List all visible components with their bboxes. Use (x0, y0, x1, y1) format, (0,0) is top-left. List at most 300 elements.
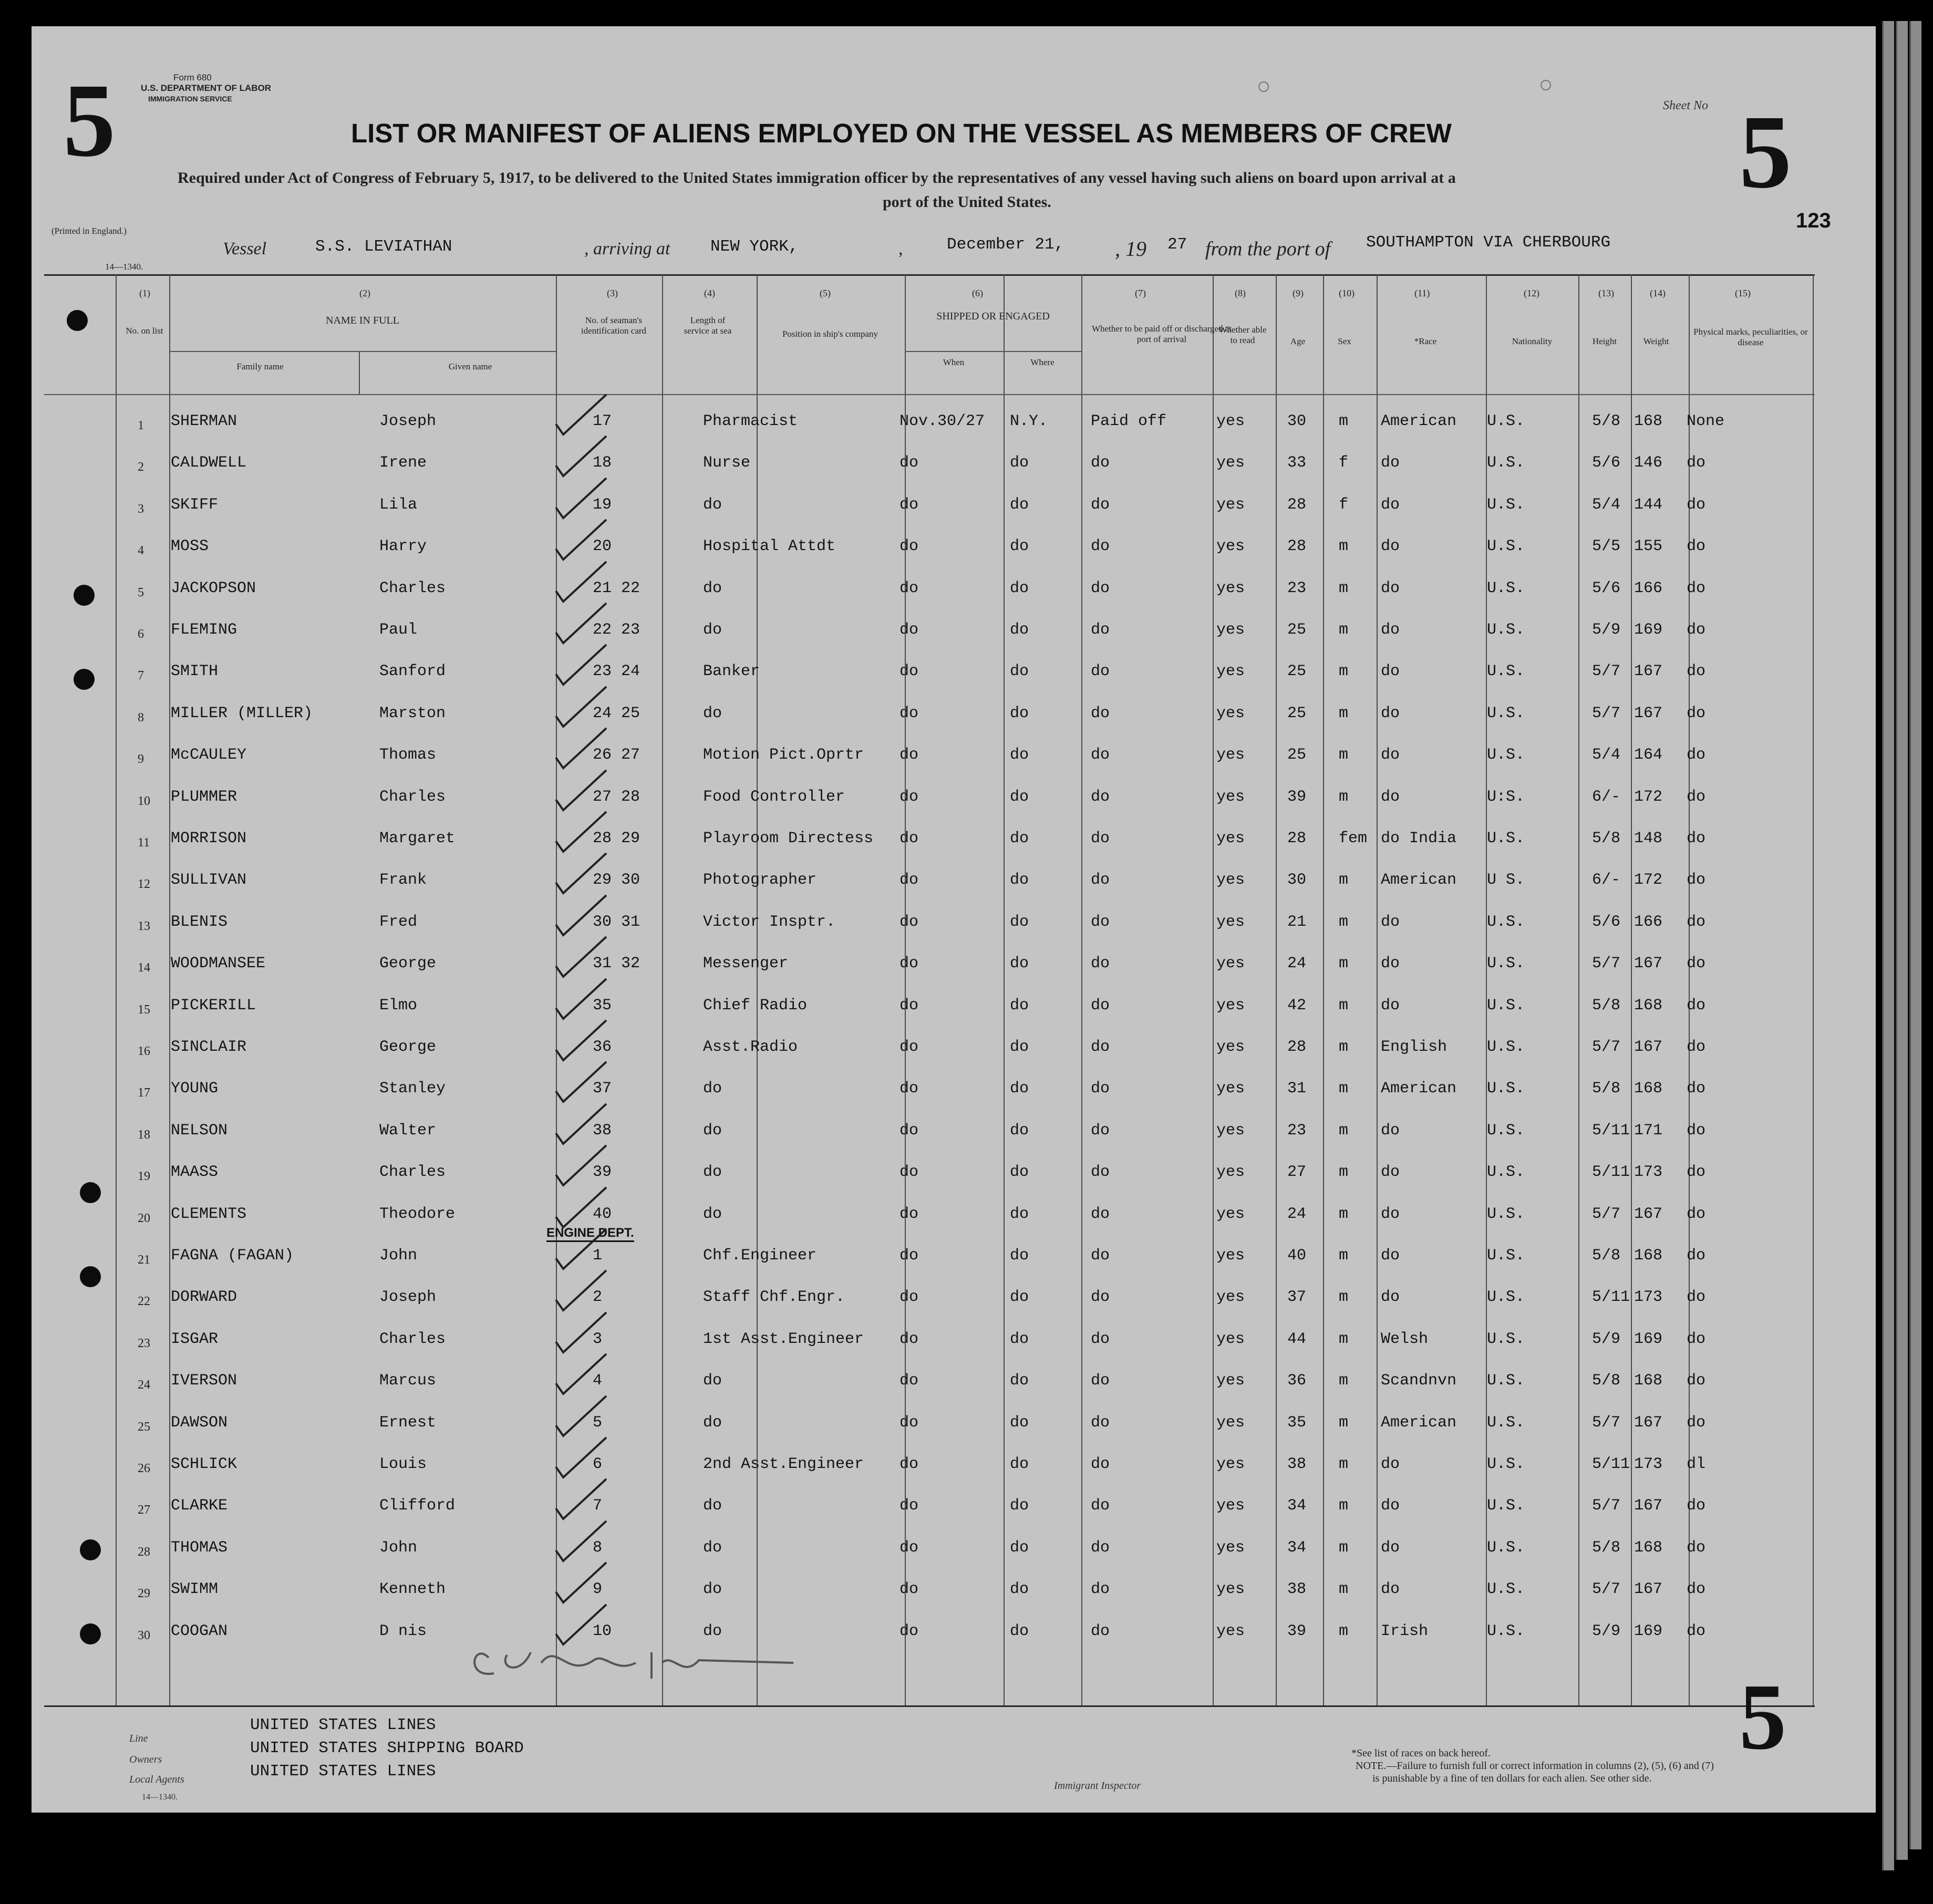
cell-marks: do (1687, 1497, 1706, 1515)
cell-nat: U S. (1487, 871, 1525, 889)
cell-paid: do (1091, 1288, 1110, 1307)
check-mark-icon (552, 767, 609, 814)
cell-race: do (1381, 454, 1400, 472)
cell-weight: 164 (1634, 746, 1663, 764)
cell-weight: 173 (1634, 1455, 1663, 1473)
col-num-2: (2) (359, 288, 370, 298)
cell-position: Chf.Engineer (703, 1247, 817, 1265)
cell-paid: do (1091, 1538, 1110, 1557)
cell-given: Charles (379, 1330, 446, 1348)
cell-nat: U.S. (1487, 1455, 1525, 1473)
cell-read: yes (1216, 1288, 1245, 1307)
cell-position: do (703, 1538, 722, 1557)
page-stack-edge (1882, 21, 1894, 1870)
cell-position: do (703, 704, 722, 722)
cell-height: 5/7 (1592, 1580, 1621, 1599)
header-able-read: Whether able to read (1218, 325, 1267, 346)
cell-family: ISGAR (171, 1330, 219, 1348)
cell-position: do (703, 1372, 722, 1390)
cell-race: do (1381, 1497, 1400, 1515)
cell-sex: m (1339, 704, 1349, 722)
cell-card: 20 (593, 537, 612, 556)
cell-read: yes (1216, 579, 1245, 597)
cell-when: do (900, 913, 919, 931)
cell-paid: do (1091, 1622, 1110, 1640)
cell-where: do (1010, 1205, 1029, 1223)
check-mark-icon (552, 684, 609, 731)
cell-where: do (1010, 1247, 1029, 1265)
cell-position: do (703, 579, 722, 597)
cell-height: 5/7 (1592, 1413, 1621, 1432)
cell-nat: U.S. (1487, 1538, 1525, 1557)
cell-age: 33 (1287, 454, 1307, 472)
cell-marks: do (1687, 1247, 1706, 1265)
cell-no: 1 (138, 419, 144, 432)
cell-when: do (900, 495, 919, 514)
cell-age: 25 (1287, 704, 1307, 722)
cell-sex: m (1339, 871, 1349, 889)
cell-weight: 172 (1634, 788, 1663, 806)
header-paid-off: Whether to be paid off or discharged at port of arrival (1091, 324, 1232, 345)
cell-family: SHERMAN (171, 412, 237, 430)
header-shipped: SHIPPED OR ENGAGED (936, 311, 1050, 322)
check-mark-icon (552, 1059, 609, 1106)
cell-where: do (1010, 1497, 1029, 1515)
cell-read: yes (1216, 1538, 1245, 1557)
cell-race: do (1381, 955, 1400, 973)
cell-sex: m (1339, 1330, 1349, 1348)
cell-weight: 144 (1634, 495, 1663, 514)
cell-race: Welsh (1381, 1330, 1429, 1348)
cell-sex: m (1339, 1038, 1349, 1056)
cell-height: 5/7 (1592, 663, 1621, 681)
shipped-subheader-rule (905, 351, 1081, 352)
cell-age: 39 (1287, 1622, 1307, 1640)
cell-sex: m (1339, 1121, 1349, 1140)
cell-nat: U.S. (1487, 1288, 1525, 1307)
cell-age: 30 (1287, 871, 1307, 889)
cell-weight: 173 (1634, 1288, 1663, 1307)
col-num-13: (13) (1598, 288, 1614, 298)
punch-hole (80, 1182, 101, 1203)
cell-given: Lila (379, 495, 418, 514)
cell-height: 5/8 (1592, 1372, 1621, 1390)
cell-age: 23 (1287, 579, 1307, 597)
cell-position: 1st Asst.Engineer (703, 1330, 864, 1348)
check-mark-icon (552, 1559, 609, 1607)
cell-race: do (1381, 1247, 1400, 1265)
cell-given: Louis (379, 1455, 427, 1473)
cell-card: 35 (593, 996, 612, 1015)
cell-given: Fred (379, 913, 418, 931)
cell-race: do (1381, 537, 1400, 556)
cell-nat: U.S. (1487, 1413, 1525, 1432)
cell-when: do (900, 704, 919, 722)
cell-height: 5/7 (1592, 955, 1621, 973)
cell-family: SINCLAIR (171, 1038, 247, 1056)
cell-nat: U.S. (1487, 412, 1525, 430)
col-num-10: (10) (1339, 288, 1355, 298)
check-mark-icon (552, 475, 609, 522)
cell-weight: 167 (1634, 1580, 1663, 1599)
cell-age: 21 (1287, 913, 1307, 931)
cell-age: 36 (1287, 1372, 1307, 1390)
cell-read: yes (1216, 1455, 1245, 1473)
cell-nat: U.S. (1487, 996, 1525, 1015)
cell-weight: 167 (1634, 955, 1663, 973)
cell-paid: do (1091, 788, 1110, 806)
punch-hole (80, 1539, 101, 1560)
cell-read: yes (1216, 1330, 1245, 1348)
cell-where: do (1010, 1622, 1029, 1640)
cell-height: 5/11 (1592, 1455, 1630, 1473)
cell-position: do (703, 1205, 722, 1223)
check-mark-icon (552, 1226, 609, 1273)
cell-given: Walter (379, 1121, 437, 1140)
cell-when: do (900, 1538, 919, 1557)
cell-card: 30 31 (593, 913, 640, 931)
check-mark-icon (552, 558, 609, 606)
cell-where: do (1010, 996, 1029, 1015)
cell-sex: m (1339, 1497, 1349, 1515)
header-position: Position in ship's company (782, 329, 878, 339)
cell-sex: fem (1339, 830, 1368, 847)
cell-family: McCAULEY (171, 746, 247, 764)
cell-marks: do (1687, 579, 1706, 597)
cell-race: do India (1381, 830, 1457, 847)
cell-card: 26 27 (593, 746, 640, 764)
cell-weight: 167 (1634, 663, 1663, 681)
footer-line-value: UNITED STATES LINES (250, 1716, 436, 1734)
cell-where: do (1010, 1038, 1029, 1056)
header-family-name: Family name (236, 361, 284, 371)
footer-owners-value: UNITED STATES SHIPPING BOARD (250, 1739, 524, 1757)
cell-card: 10 (593, 1622, 612, 1640)
cell-weight: 167 (1634, 1497, 1663, 1515)
cell-family: MILLER (MILLER) (171, 704, 313, 722)
cell-given: Joseph (379, 1288, 437, 1307)
cell-card: 37 (593, 1080, 612, 1098)
cell-given: John (379, 1247, 418, 1265)
footer-agents-label: Local Agents (129, 1774, 184, 1785)
cell-age: 42 (1287, 996, 1307, 1015)
cell-no: 21 (138, 1253, 150, 1267)
cell-no: 15 (138, 1002, 150, 1017)
cell-paid: do (1091, 621, 1110, 639)
cell-read: yes (1216, 955, 1245, 973)
cell-family: MOSS (171, 537, 209, 556)
cell-paid: do (1091, 871, 1110, 889)
header-physical: Physical marks, peculiarities, or disease (1693, 327, 1808, 348)
print-code: 14—1340. (105, 262, 143, 272)
cell-height: 5/5 (1592, 537, 1621, 556)
cell-sex: m (1339, 1413, 1349, 1432)
cell-where: do (1010, 788, 1029, 806)
check-mark-icon (552, 1434, 609, 1482)
cell-given: Paul (379, 621, 418, 639)
cell-when: do (900, 955, 919, 973)
cell-age: 24 (1287, 1205, 1307, 1223)
cell-age: 28 (1287, 495, 1307, 514)
cell-family: THOMAS (171, 1538, 228, 1557)
cell-paid: do (1091, 663, 1110, 681)
cell-read: yes (1216, 454, 1245, 472)
cell-paid: do (1091, 955, 1110, 973)
cell-marks: do (1687, 704, 1706, 722)
cell-given: Theodore (379, 1205, 456, 1223)
column-rule (905, 274, 906, 1705)
cell-where: do (1010, 495, 1029, 514)
cell-nat: U.S. (1487, 1163, 1525, 1182)
cell-position: do (703, 1622, 722, 1640)
cell-sex: m (1339, 621, 1349, 639)
cell-race: do (1381, 663, 1400, 681)
cell-paid: do (1091, 913, 1110, 931)
cell-when: do (900, 871, 919, 889)
footer-inspector-label: Immigrant Inspector (1054, 1780, 1141, 1792)
cell-read: yes (1216, 996, 1245, 1015)
punch-hole (74, 669, 95, 690)
cell-age: 31 (1287, 1080, 1307, 1098)
cell-marks: do (1687, 788, 1706, 806)
check-mark-icon (552, 1309, 609, 1357)
cell-no: 16 (138, 1044, 150, 1058)
check-mark-icon (552, 1351, 609, 1398)
cell-position: Messenger (703, 955, 789, 973)
col-num-11: (11) (1414, 288, 1430, 298)
cell-marks: do (1687, 454, 1706, 472)
header-race: *Race (1414, 336, 1437, 346)
cell-race: American (1381, 1413, 1457, 1432)
arriving-label: , arriving at (584, 239, 670, 258)
check-mark-icon (552, 1267, 609, 1315)
footer-print-code: 14—1340. (142, 1793, 178, 1802)
cell-race: do (1381, 1455, 1400, 1473)
cell-family: PICKERILL (171, 996, 256, 1015)
col-num-1: (1) (139, 288, 150, 298)
from-label: from the port of (1205, 238, 1331, 260)
cell-position: do (703, 1121, 722, 1140)
cell-position: do (703, 621, 722, 639)
footer-note-races: *See list of races on back hereof. (1351, 1747, 1491, 1759)
cell-given: John (379, 1538, 418, 1557)
reinforcement-ring (1541, 80, 1551, 90)
cell-card: 39 (593, 1163, 612, 1182)
cell-marks: do (1687, 1121, 1706, 1140)
cell-race: do (1381, 1538, 1400, 1557)
cell-height: 5/7 (1592, 704, 1621, 722)
column-rule (1323, 274, 1324, 1705)
check-mark-icon (552, 516, 609, 564)
cell-given: Harry (379, 537, 427, 556)
cell-race: Irish (1381, 1622, 1429, 1640)
column-rule (1689, 274, 1690, 1705)
cell-when: do (900, 663, 919, 681)
cell-family: MAASS (171, 1163, 219, 1182)
cell-position: Food Controller (703, 788, 845, 806)
cell-sex: m (1339, 1205, 1349, 1223)
page-title: LIST OR MANIFEST OF ALIENS EMPLOYED ON THE VESSEL AS MEMBERS OF CREW (351, 118, 1452, 148)
cell-when: do (900, 579, 919, 597)
cell-family: WOODMANSEE (171, 955, 266, 973)
cell-sex: m (1339, 1288, 1349, 1307)
col-num-12: (12) (1524, 288, 1539, 298)
cell-age: 38 (1287, 1580, 1307, 1599)
column-rule (1004, 274, 1005, 1705)
cell-marks: do (1687, 1538, 1706, 1557)
cell-weight: 169 (1634, 1622, 1663, 1640)
page-number: 123 (1796, 209, 1831, 232)
cell-where: do (1010, 913, 1029, 931)
cell-position: do (703, 1580, 722, 1599)
cell-height: 5/11 (1592, 1121, 1630, 1140)
cell-race: American (1381, 871, 1457, 889)
cell-read: yes (1216, 704, 1245, 722)
cell-paid: do (1091, 830, 1110, 847)
cell-height: 5/8 (1592, 1080, 1621, 1098)
cell-card: 36 (593, 1038, 612, 1056)
cell-where: do (1010, 955, 1029, 973)
comma-separator: , (898, 239, 903, 258)
cell-where: do (1010, 537, 1029, 556)
cell-card: 31 32 (593, 955, 640, 973)
cell-sex: m (1339, 955, 1349, 973)
cell-position: Nurse (703, 454, 751, 472)
check-mark-icon (552, 976, 609, 1023)
cell-when: do (900, 1413, 919, 1432)
arrival-date: December 21, (947, 235, 1064, 254)
cell-family: NELSON (171, 1121, 228, 1140)
check-mark-icon (552, 809, 609, 856)
cell-marks: do (1687, 621, 1706, 639)
reinforcement-ring (1258, 81, 1269, 92)
printed-in: (Printed in England.) (51, 226, 127, 236)
check-mark-icon (552, 1518, 609, 1565)
subtitle-line2: port of the United States. (883, 193, 1051, 211)
cell-card: 38 (593, 1121, 612, 1140)
cell-given: Margaret (379, 830, 456, 847)
cell-family: SWIMM (171, 1580, 219, 1599)
cell-nat: U.S. (1487, 1121, 1525, 1140)
punch-hole (67, 310, 88, 331)
cell-where: do (1010, 871, 1029, 889)
cell-where: do (1010, 1163, 1029, 1182)
cell-read: yes (1216, 1413, 1245, 1432)
sheet-corner-number: 5 (63, 63, 116, 179)
cell-position: Banker (703, 663, 760, 681)
cell-age: 38 (1287, 1455, 1307, 1473)
cell-position: do (703, 1080, 722, 1098)
cell-nat: U.S. (1487, 537, 1525, 556)
cell-height: 5/8 (1592, 1247, 1621, 1265)
cell-card: 9 (593, 1580, 603, 1599)
cell-height: 5/8 (1592, 412, 1621, 430)
cell-when: do (900, 1330, 919, 1348)
year-suffix: 27 (1167, 235, 1187, 254)
cell-nat: U.S. (1487, 955, 1525, 973)
cell-card: 2 (593, 1288, 603, 1307)
cell-card: 1 (593, 1247, 603, 1265)
department: U.S. DEPARTMENT OF LABOR (141, 83, 272, 93)
cell-height: 5/8 (1592, 830, 1621, 847)
cell-sex: m (1339, 788, 1349, 806)
cell-read: yes (1216, 1121, 1245, 1140)
vessel-label: Vessel (223, 239, 267, 258)
cell-read: yes (1216, 1205, 1245, 1223)
cell-nat: U:S. (1487, 788, 1525, 806)
cell-where: do (1010, 1413, 1029, 1432)
cell-where: do (1010, 663, 1029, 681)
col-num-6: (6) (972, 288, 983, 298)
check-mark-icon (552, 391, 609, 439)
cell-race: do (1381, 1163, 1400, 1182)
cell-paid: do (1091, 1205, 1110, 1223)
header-sex: Sex (1338, 336, 1351, 346)
cell-read: yes (1216, 1580, 1245, 1599)
cell-card: 22 23 (593, 621, 640, 639)
cell-paid: do (1091, 537, 1110, 556)
cell-weight: 173 (1634, 1163, 1663, 1182)
cell-given: D nis (379, 1622, 427, 1640)
cell-given: Frank (379, 871, 427, 889)
header-nationality: Nationality (1512, 336, 1553, 346)
cell-when: do (900, 1163, 919, 1182)
cell-marks: do (1687, 1413, 1706, 1432)
cell-height: 5/7 (1592, 1038, 1621, 1056)
vessel-name: S.S. LEVIATHAN (315, 237, 452, 256)
column-rule (1213, 274, 1214, 1705)
cell-no: 5 (138, 585, 144, 599)
cell-marks: do (1687, 1205, 1706, 1223)
header-age: Age (1290, 336, 1306, 346)
cell-marks: do (1687, 1622, 1706, 1640)
cell-height: 5/6 (1592, 579, 1621, 597)
cell-age: 40 (1287, 1247, 1307, 1265)
cell-nat: U.S. (1487, 830, 1525, 847)
cell-weight: 168 (1634, 996, 1663, 1015)
cell-given: Kenneth (379, 1580, 446, 1599)
cell-age: 44 (1287, 1330, 1307, 1348)
cell-no: 19 (138, 1170, 150, 1184)
cell-no: 29 (138, 1587, 150, 1601)
cell-read: yes (1216, 1497, 1245, 1515)
cell-no: 17 (138, 1086, 150, 1100)
cell-given: Elmo (379, 996, 418, 1015)
cell-paid: do (1091, 495, 1110, 514)
cell-marks: do (1687, 996, 1706, 1015)
cell-height: 5/8 (1592, 1538, 1621, 1557)
cell-sex: m (1339, 1622, 1349, 1640)
cell-family: SULLIVAN (171, 871, 247, 889)
cell-nat: U.S. (1487, 1038, 1525, 1056)
cell-read: yes (1216, 1080, 1245, 1098)
cell-no: 13 (138, 919, 150, 933)
cell-sex: m (1339, 1372, 1349, 1390)
cell-paid: do (1091, 579, 1110, 597)
column-rule (1813, 274, 1814, 1705)
header-weight: Weight (1643, 336, 1669, 346)
footer-line-label: Line (129, 1733, 148, 1744)
cell-no: 18 (138, 1127, 150, 1142)
cell-given: Ernest (379, 1413, 437, 1432)
cell-sex: m (1339, 537, 1349, 556)
cell-height: 6/- (1592, 788, 1621, 806)
cell-no: 22 (138, 1295, 150, 1309)
cell-where: do (1010, 1538, 1029, 1557)
cell-marks: do (1687, 830, 1706, 847)
cell-weight: 155 (1634, 537, 1663, 556)
cell-race: do (1381, 1580, 1400, 1599)
